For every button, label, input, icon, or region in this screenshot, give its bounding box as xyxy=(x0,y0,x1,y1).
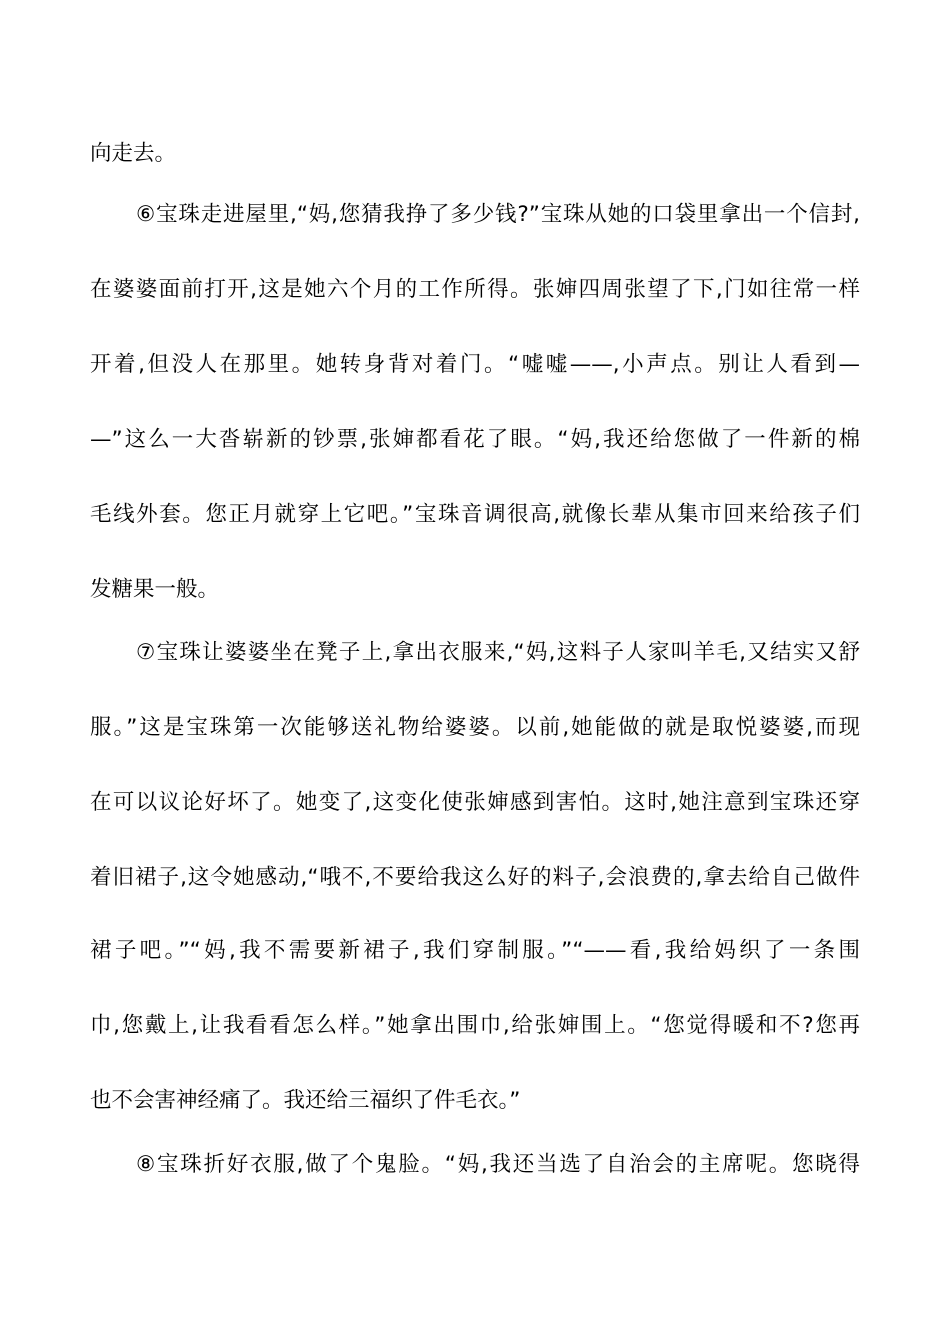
text-line-1: 向走去。 xyxy=(90,141,177,166)
paragraph-7-line-1: ⑦宝珠让婆婆坐在凳子上,拿出衣服来,“妈,这料子人家叫羊毛,又结实又舒 xyxy=(136,640,860,665)
paragraph-6-line-2: 在婆婆面前打开,这是她六个月的工作所得。张婶四周张望了下,门如往常一样 xyxy=(90,277,860,302)
paragraph-6-line-4: —”这么一大沓崭新的钞票,张婶都看花了眼。“妈,我还给您做了一件新的棉 xyxy=(90,427,860,452)
paragraph-7-line-6: 巾,您戴上,让我看看怎么样。”她拿出围巾,给张婶围上。“您觉得暖和不?您再 xyxy=(90,1013,860,1038)
paragraph-6-line-6: 发糖果一般。 xyxy=(90,577,220,602)
paragraph-7-line-2: 服。”这是宝珠第一次能够送礼物给婆婆。以前,她能做的就是取悦婆婆,而现 xyxy=(90,715,860,740)
paragraph-8-line-1: ⑧宝珠折好衣服,做了个鬼脸。“妈,我还当选了自治会的主席呢。您晓得 xyxy=(136,1152,860,1177)
paragraph-6-line-3: 开着,但没人在那里。她转身背对着门。“嘘嘘——,小声点。别让人看到— xyxy=(90,352,860,377)
paragraph-7-line-4: 着旧裙子,这令她感动,“哦不,不要给我这么好的料子,会浪费的,拿去给自己做件 xyxy=(90,865,860,890)
paragraph-7-line-3: 在可以议论好坏了。她变了,这变化使张婶感到害怕。这时,她注意到宝珠还穿 xyxy=(90,790,860,815)
paragraph-6-line-1: ⑥宝珠走进屋里,“妈,您猜我挣了多少钱?”宝珠从她的口袋里拿出一个信封, xyxy=(136,202,860,227)
paragraph-7-line-5: 裙子吧。”“妈,我不需要新裙子,我们穿制服。”“——看,我给妈织了一条围 xyxy=(90,938,860,963)
paragraph-6-line-5: 毛线外套。您正月就穿上它吧。”宝珠音调很高,就像长辈从集市回来给孩子们 xyxy=(90,502,860,527)
paragraph-7-line-7: 也不会害神经痛了。我还给三福织了件毛衣。” xyxy=(90,1088,521,1113)
